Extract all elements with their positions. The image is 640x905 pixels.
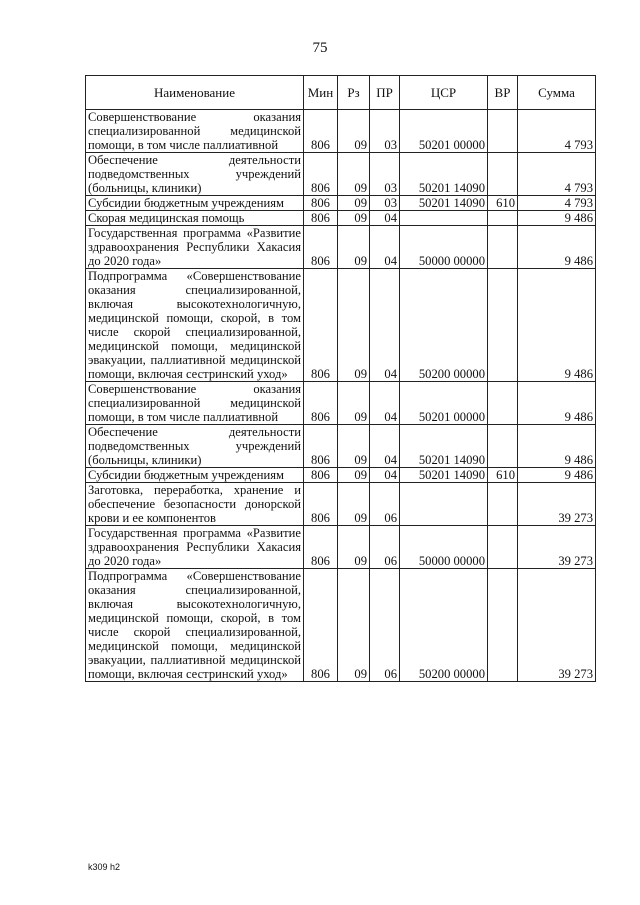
- column-header-name: Наименование: [86, 76, 304, 110]
- row-vr-cell: [488, 483, 518, 526]
- row-vr-cell: [488, 526, 518, 569]
- row-pr-cell: 06: [370, 526, 400, 569]
- row-rz-cell: 09: [338, 569, 370, 682]
- row-vr-cell: 610: [488, 468, 518, 483]
- row-rz-cell: 09: [338, 110, 370, 153]
- row-pr-cell: 06: [370, 569, 400, 682]
- table-row: [86, 569, 596, 682]
- row-min-cell: 806: [304, 226, 338, 269]
- row-name-cell: Обеспечение деятельности подведомственных учреждений (больницы, клиники): [86, 425, 304, 468]
- row-pr-cell: 04: [370, 425, 400, 468]
- row-csr-cell: 50201 14090: [400, 425, 488, 468]
- row-min-cell: 806: [304, 110, 338, 153]
- row-name-cell: Обеспечение деятельности подведомственных учреждений (больницы, клиники): [86, 153, 304, 196]
- row-vr-cell: [488, 425, 518, 468]
- row-vr-cell: [488, 382, 518, 425]
- row-rz-cell: 09: [338, 269, 370, 382]
- row-min-cell: 806: [304, 269, 338, 382]
- row-name-cell: Субсидии бюджетным учреждениям: [86, 196, 304, 211]
- row-min-cell: 806: [304, 382, 338, 425]
- row-pr-cell: 04: [370, 226, 400, 269]
- table-row: [86, 226, 596, 269]
- column-header-vr: ВР: [488, 76, 518, 110]
- table-row: [86, 382, 596, 425]
- row-vr-cell: [488, 153, 518, 196]
- row-csr-cell: 50201 00000: [400, 110, 488, 153]
- table-row: [86, 153, 596, 196]
- row-name-cell: Подпрограмма «Совершенствование оказания специализированной, включая высокотехнологичную, медицинской помощи, скорой, в том числе скорой специализированной, медицинской помощи, медицинской эвакуации, паллиативной медицинской помощи, включая сестринский уход»: [86, 569, 304, 682]
- table-body: [86, 110, 596, 682]
- page-number: 75: [312, 40, 328, 56]
- row-sum-cell: 4 793: [518, 196, 596, 211]
- row-name-cell: Заготовка, переработка, хранение и обеспечение безопасности донорской крови и ее компонентов: [86, 483, 304, 526]
- row-pr-cell: 04: [370, 269, 400, 382]
- row-sum-cell: 9 486: [518, 425, 596, 468]
- column-header-min: Мин: [304, 76, 338, 110]
- row-rz-cell: 09: [338, 382, 370, 425]
- row-sum-cell: 39 273: [518, 526, 596, 569]
- row-min-cell: 806: [304, 153, 338, 196]
- row-pr-cell: 03: [370, 110, 400, 153]
- row-vr-cell: 610: [488, 196, 518, 211]
- row-name-cell: Совершенствование оказания специализированной медицинской помощи, в том числе паллиативной: [86, 110, 304, 153]
- table-row: [86, 269, 596, 382]
- row-min-cell: 806: [304, 569, 338, 682]
- row-pr-cell: 04: [370, 382, 400, 425]
- table-header-row: [86, 76, 596, 110]
- row-vr-cell: [488, 211, 518, 226]
- row-rz-cell: 09: [338, 425, 370, 468]
- row-sum-cell: 9 486: [518, 269, 596, 382]
- column-header-sum: Сумма: [518, 76, 596, 110]
- row-sum-cell: 4 793: [518, 110, 596, 153]
- column-header-rz: Рз: [338, 76, 370, 110]
- row-sum-cell: 9 486: [518, 382, 596, 425]
- budget-table: [85, 75, 596, 682]
- row-sum-cell: 39 273: [518, 569, 596, 682]
- row-rz-cell: 09: [338, 468, 370, 483]
- row-csr-cell: [400, 483, 488, 526]
- row-csr-cell: [400, 211, 488, 226]
- row-min-cell: 806: [304, 483, 338, 526]
- row-sum-cell: 4 793: [518, 153, 596, 196]
- row-sum-cell: 9 486: [518, 211, 596, 226]
- row-csr-cell: 50201 14090: [400, 196, 488, 211]
- row-vr-cell: [488, 269, 518, 382]
- row-name-cell: Подпрограмма «Совершенствование оказания специализированной, включая высокотехнологичную, медицинской помощи, скорой, в том числе скорой специализированной, медицинской помощи, медицинской эвакуации, паллиативной медицинской помощи, включая сестринский уход»: [86, 269, 304, 382]
- row-csr-cell: 50000 00000: [400, 526, 488, 569]
- table-row: [86, 211, 596, 226]
- row-name-cell: Скорая медицинская помощь: [86, 211, 304, 226]
- row-rz-cell: 09: [338, 211, 370, 226]
- table-row: [86, 483, 596, 526]
- column-header-csr: ЦСР: [400, 76, 488, 110]
- row-pr-cell: 03: [370, 153, 400, 196]
- row-min-cell: 806: [304, 196, 338, 211]
- row-name-cell: Государственная программа «Развитие здравоохранения Республики Хакасия до 2020 года»: [86, 226, 304, 269]
- row-sum-cell: 9 486: [518, 468, 596, 483]
- row-pr-cell: 06: [370, 483, 400, 526]
- row-csr-cell: 50201 14090: [400, 153, 488, 196]
- row-rz-cell: 09: [338, 196, 370, 211]
- row-min-cell: 806: [304, 425, 338, 468]
- row-name-cell: Субсидии бюджетным учреждениям: [86, 468, 304, 483]
- row-pr-cell: 04: [370, 468, 400, 483]
- row-csr-cell: 50200 00000: [400, 569, 488, 682]
- footer-code: k309 h2: [88, 862, 121, 872]
- row-name-cell: Совершенствование оказания специализированной медицинской помощи, в том числе паллиативной: [86, 382, 304, 425]
- table-row: [86, 110, 596, 153]
- row-csr-cell: 50201 14090: [400, 468, 488, 483]
- row-name-cell: Государственная программа «Развитие здравоохранения Республики Хакасия до 2020 года»: [86, 526, 304, 569]
- row-csr-cell: 50201 00000: [400, 382, 488, 425]
- row-pr-cell: 03: [370, 196, 400, 211]
- row-min-cell: 806: [304, 468, 338, 483]
- row-vr-cell: [488, 110, 518, 153]
- row-rz-cell: 09: [338, 226, 370, 269]
- row-rz-cell: 09: [338, 153, 370, 196]
- row-rz-cell: 09: [338, 526, 370, 569]
- row-csr-cell: 50200 00000: [400, 269, 488, 382]
- table-row: [86, 196, 596, 211]
- column-header-pr: ПР: [370, 76, 400, 110]
- row-sum-cell: 9 486: [518, 226, 596, 269]
- row-csr-cell: 50000 00000: [400, 226, 488, 269]
- row-sum-cell: 39 273: [518, 483, 596, 526]
- table-row: [86, 425, 596, 468]
- table-row: [86, 468, 596, 483]
- row-vr-cell: [488, 569, 518, 682]
- row-pr-cell: 04: [370, 211, 400, 226]
- row-min-cell: 806: [304, 211, 338, 226]
- row-rz-cell: 09: [338, 483, 370, 526]
- table-row: [86, 526, 596, 569]
- row-min-cell: 806: [304, 526, 338, 569]
- row-vr-cell: [488, 226, 518, 269]
